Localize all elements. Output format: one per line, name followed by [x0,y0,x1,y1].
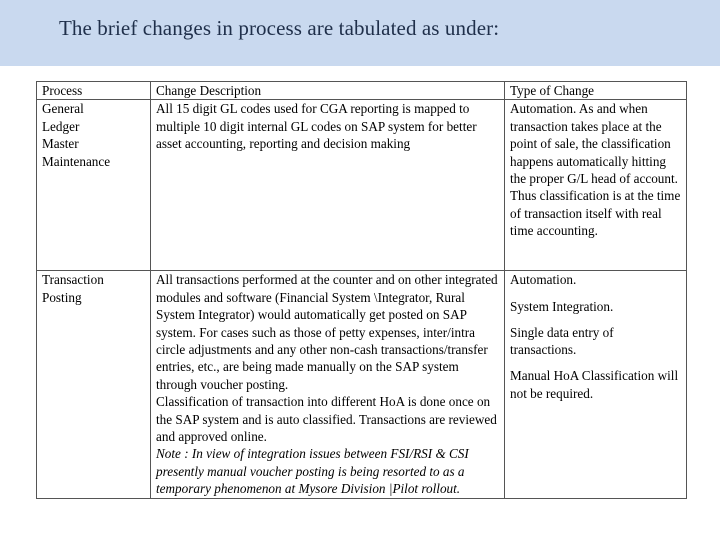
column-header-type-of-change: Type of Change [505,82,687,100]
process-line: Ledger [42,118,80,134]
column-header-process: Process [37,82,151,100]
description-paragraph: All transactions performed at the counter and on other integrated modules and software (Financial System \Integrator, Rural System Integrator) would automatically get posted on SAP system. For cases such as those of petty expenses, inter/intra circle adjustments and any other non-cash transactions/transfer entries, etc., are being made manually on the SAP system through voucher posting. [156,272,498,392]
process-cell [37,100,151,271]
table-row [37,271,687,498]
type-of-change-cell [505,271,687,498]
process-line: Maintenance [42,153,111,169]
column-header-change-description: Change Description [151,82,505,100]
type-of-change-cell [505,100,687,271]
type-text: Automation. [510,272,577,288]
title-banner [0,0,720,66]
process-line: General [42,101,84,117]
description-paragraph: Classification of transaction into different HoA is done once on the SAP system and is auto classified. Transactions are reviewed and approved online. [156,394,497,445]
table-row [37,100,687,271]
type-text: Manual HoA Classification will not be required. [510,368,679,401]
change-description-cell: All 15 digit GL codes used for CGA reporting is mapped to multiple 10 digit internal GL codes on SAP system for better asset accounting, reporting and decision making [151,100,505,271]
process-line: Master [42,136,79,152]
change-description-cell [151,271,505,498]
type-text: Automation. As and when transaction takes place at the point of sale, the classification happens automatically hitting the proper G/L head of account. Thus classification is at the time of transaction itself with real time accounting. [510,101,681,239]
note-paragraph: Note : In view of integration issues between FSI/RSI & CSI presently manual voucher posting is being resorted to as a temporary phenomenon at Mysore Division |Pilot rollout. [156,446,469,497]
type-text: Single data entry of transactions. [510,324,614,357]
table-header-row [37,82,687,100]
type-text: System Integration. [510,298,614,314]
process-cell [37,271,151,498]
slide-title: The brief changes in process are tabulated as under: [59,16,500,40]
process-changes-table [36,81,687,499]
process-line: Transaction [42,272,104,288]
process-line: Posting [42,289,82,305]
